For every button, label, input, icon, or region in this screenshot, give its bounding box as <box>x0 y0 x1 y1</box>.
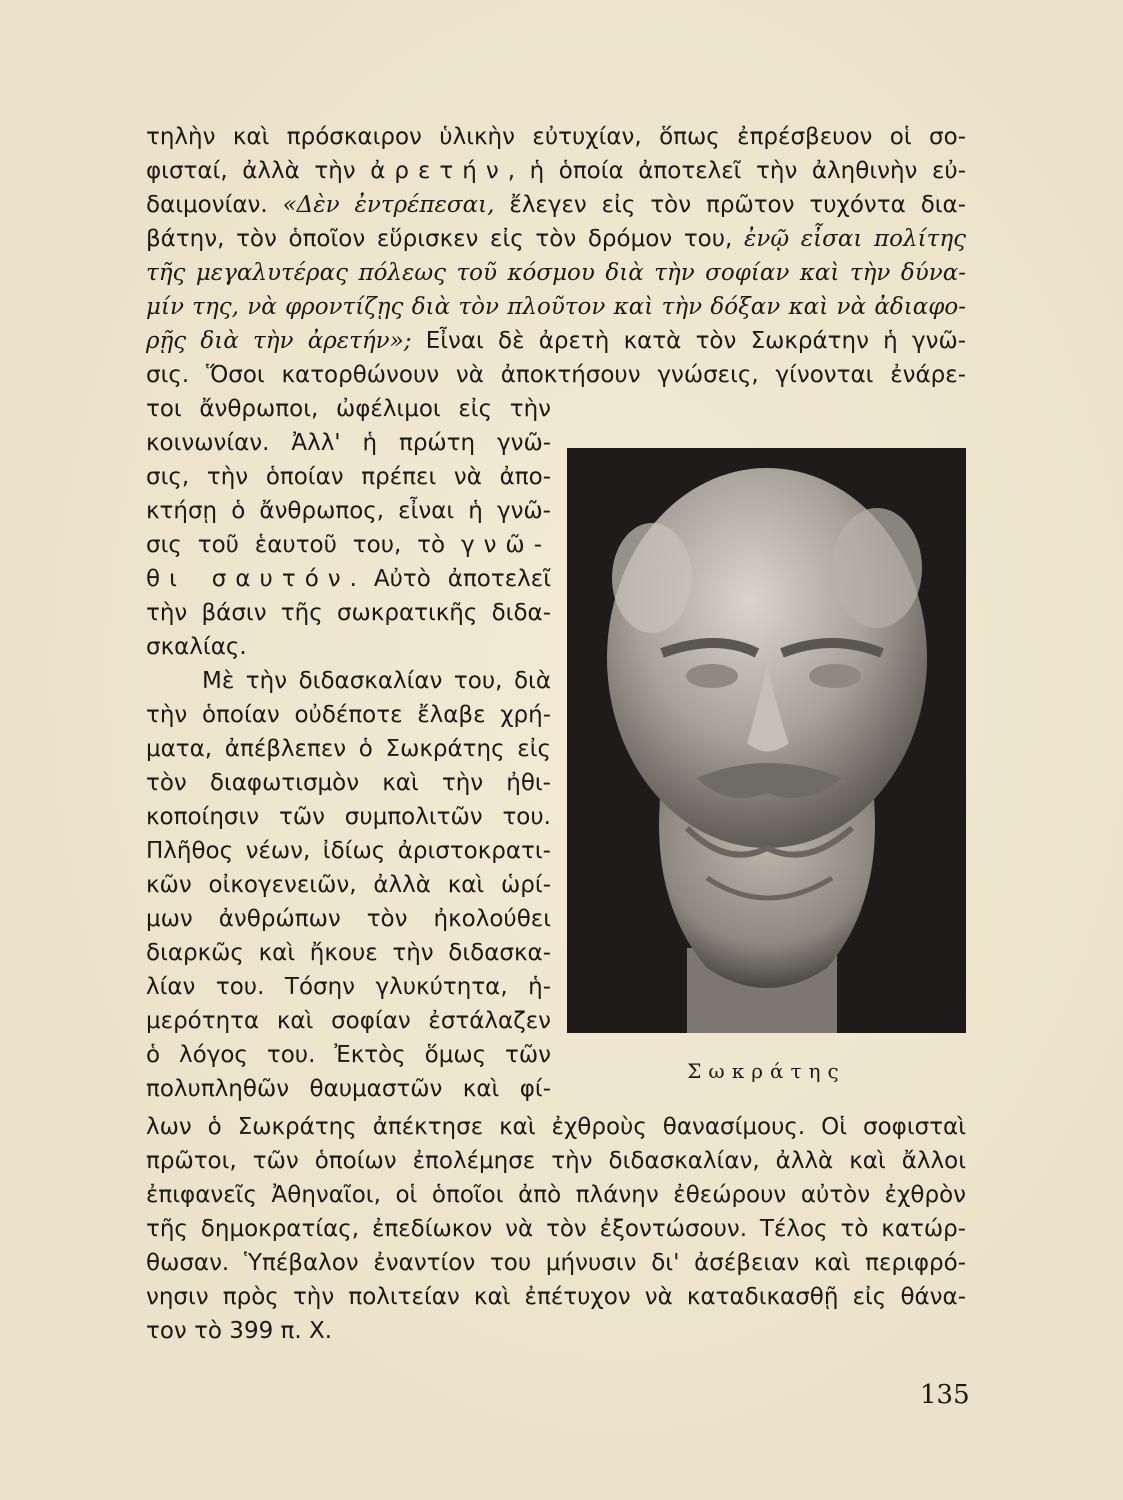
text-line: θι σαυτόν. Αὐτὸ ἀποτελεῖ <box>146 566 551 592</box>
figure-caption: Σωκράτης <box>687 1059 846 1083</box>
text-line: σκαλίας. <box>146 634 247 660</box>
text-line: κοινωνίαν. Ἀλλ' ἡ πρώτη γνῶ- <box>146 430 551 456</box>
text-line: τοι ἄνθρωποι, ὠφέλιμοι εἰς τὴν <box>146 396 551 422</box>
text-line: κῶν οἰκογενειῶν, ἀλλὰ καὶ ὡρί- <box>146 872 551 898</box>
text-line: ρῇς διὰ τὴν ἀρετήν»; Εἶναι δὲ ἀρετὴ κατὰ τὸν Σωκράτην ἡ γνῶ- <box>146 328 967 354</box>
text-line: τον τὸ 399 π. Χ. <box>146 1318 333 1344</box>
text-line: κτήσῃ ὁ ἄνθρωπος, εἶναι ἡ γνῶ- <box>146 498 551 524</box>
text-line: ἐπιφανεῖς Ἀθηναῖοι, οἱ ὁποῖοι ἀπὸ πλάνην ἐθεώρουν αὐτὸν ἐχθρὸν <box>146 1182 966 1208</box>
text-line: θωσαν. Ὑπέβαλον ἐναντίον του μήνυσιν δι' ἀσέβειαν καὶ περιφρό- <box>146 1250 966 1276</box>
text-line: νησιν πρὸς τὴν πολιτείαν καὶ ἐπέτυχον νὰ καταδικασθῇ εἰς θάνα- <box>146 1284 966 1310</box>
text-line: μίν της, νὰ φροντίζῃς διὰ τὸν πλοῦτον καὶ τὴν δόξαν καὶ νὰ ἀδιαφο- <box>146 294 966 320</box>
text-line: σις τοῦ ἑαυτοῦ του, τὸ γνῶ- <box>146 532 551 558</box>
text-line: τῆς δημοκρατίας, ἐπεδίωκον νὰ τὸν ἐξοντώσουν. Τέλος τὸ κατώρ- <box>146 1216 966 1242</box>
text-line: δαιμονίαν. «Δὲν ἐντρέπεσαι, ἔλεγεν εἰς τὸν πρῶτον τυχόντα δια- <box>146 192 967 218</box>
text-line: μων ἀνθρώπων τὸν ἠκολούθει <box>146 906 551 932</box>
text-line: μερότητα καὶ σοφίαν ἐστάλαζεν <box>146 1008 551 1034</box>
text-line: τὴν βάσιν τῆς σωκρατικῆς διδα- <box>146 600 551 626</box>
text-line: βάτην, τὸν ὁποῖον εὕρισκεν εἰς τὸν δρόμον του, ἐνῷ εἶσαι πολίτης <box>146 226 966 252</box>
text-line: πρῶτοι, τῶν ὁποίων ἐπολέμησε τὴν διδασκαλίαν, ἀλλὰ καὶ ἄλλοι <box>146 1148 966 1174</box>
text-line: ματα, ἀπέβλεπεν ὁ Σωκράτης εἰς <box>146 736 551 762</box>
text-line: διαρκῶς καὶ ἤκουε τὴν διδασκα- <box>146 940 551 966</box>
text-line: Μὲ τὴν διδασκαλίαν του, διὰ <box>202 668 551 694</box>
text-line: σις, τὴν ὁποίαν πρέπει νὰ ἀπο- <box>146 464 551 490</box>
text-line: λίαν του. Τόσην γλυκύτητα, ἡ- <box>146 974 551 1000</box>
text-line: κοποίησιν τῶν συμπολιτῶν του. <box>146 804 551 830</box>
text-line: Πλῆθος νέων, ἰδίως ἀριστοκρατι- <box>146 838 551 864</box>
text-line: πολυπληθῶν θαυμαστῶν καὶ φί- <box>146 1076 551 1102</box>
text-line: λων ὁ Σωκράτης ἀπέκτησε καὶ ἐχθροὺς θανασίμους. Οἱ σοφισταὶ <box>146 1114 966 1140</box>
page-number: 135 <box>920 1380 970 1410</box>
text-line: φισταί, ἀλλὰ τὴν ἀρετήν, ἡ ὁποία ἀποτελεῖ τὴν ἀληθινὴν εὐ- <box>146 158 966 184</box>
text-line: τῆς μεγαλυτέρας πόλεως τοῦ κόσμου διὰ τὴν σοφίαν καὶ τὴν δύνα- <box>146 260 966 286</box>
socrates-bust-photo <box>567 448 966 1033</box>
text-line: ὁ λόγος του. Ἐκτὸς ὅμως τῶν <box>146 1042 551 1068</box>
text-line: τὸν διαφωτισμὸν καὶ τὴν ἠθι- <box>146 770 551 796</box>
text-line: τὴν ὁποίαν οὐδέποτε ἔλαβε χρή- <box>146 702 551 728</box>
text-line: σις. Ὅσοι κατορθώνουν νὰ ἀποκτήσουν γνώσεις, γίνονται ἐνάρε- <box>146 362 966 388</box>
text-line: τηλὴν καὶ πρόσκαιρον ὑλικὴν εὐτυχίαν, ὅπως ἐπρέσβευον οἱ σο- <box>146 124 966 150</box>
